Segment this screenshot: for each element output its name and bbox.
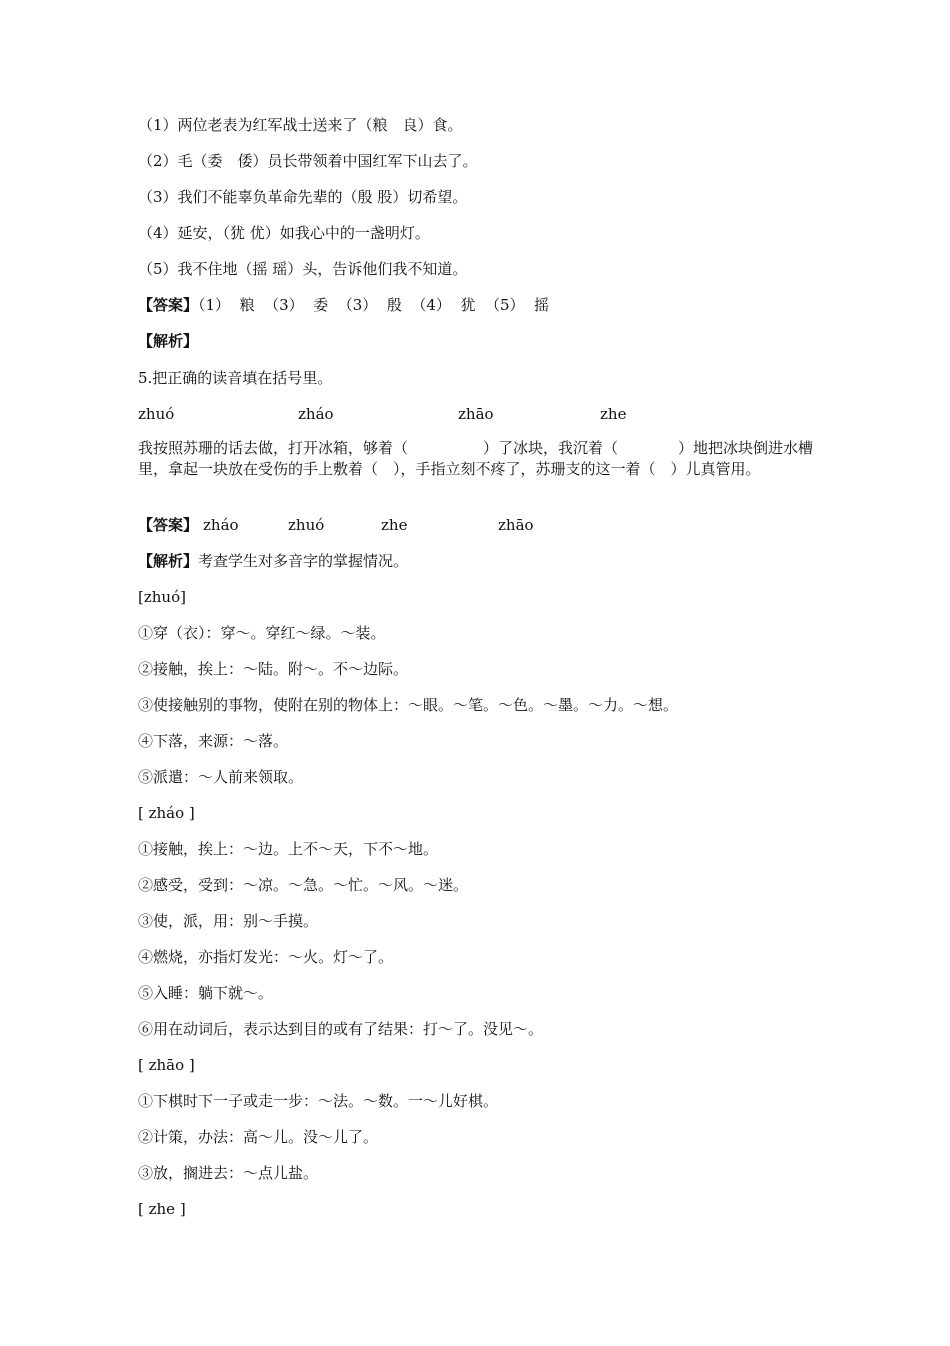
q5-passage: 我按照苏珊的话去做，打开冰箱，够着（ ）了冰块，我沉着（ ）地把冰块倒进水槽里，拿起一块放在受伤的手上敷着（ ），手指立刻不疼了，苏珊支的这一着（ ）儿真管用。 — [138, 439, 814, 478]
answer-value: zháo — [203, 516, 239, 534]
analysis-text: 考查学生对多音字的掌握情况。 — [198, 552, 409, 570]
q4-item-2: （2）毛（委 倭）员长带领着中国红军下山去了。 — [138, 152, 478, 170]
q4-item-3: （3）我们不能辜负革命先辈的（殷 股）切希望。 — [138, 188, 468, 206]
definition-item: ⑥用在动词后，表示达到目的或有了结果：打～了。没见～。 — [138, 1020, 544, 1038]
definition-item: ③使，派，用：别～手摸。 — [138, 912, 319, 930]
section-heading: [ zháo ] — [138, 804, 195, 822]
q4-answer — [138, 295, 549, 315]
definition-item: ②感受，受到：～凉。～急。～忙。～风。～迷。 — [138, 876, 469, 894]
definition-item: ①接触，挨上：～边。上不～天，下不～地。 — [138, 840, 439, 858]
q5-analysis — [138, 551, 408, 571]
analysis-label: 【解析】 — [138, 552, 199, 570]
section-heading: [zhuó] — [138, 588, 186, 606]
definition-item: ③放，搁进去：～点儿盐。 — [138, 1164, 319, 1182]
answer-value: zhāo — [498, 516, 534, 534]
answer-value: zhuó — [288, 516, 325, 534]
pinyin-option: zháo — [298, 405, 334, 423]
answer-label: 【答案】 — [138, 516, 199, 534]
answer-text: （1） 粮 （3） 委 （3） 殷 （4） 犹 （5） 摇 — [198, 296, 550, 314]
definition-item: ⑤派遣：～人前来领取。 — [138, 768, 304, 786]
pinyin-option: zhāo — [458, 405, 494, 423]
definition-item: ②计策，办法：高～儿。没～儿了。 — [138, 1128, 379, 1146]
definition-item: ②接触，挨上：～陆。附～。不～边际。 — [138, 660, 409, 678]
section-heading: [ zhāo ] — [138, 1056, 195, 1074]
definition-item: ①穿（衣）：穿～。穿红～绿。～装。 — [138, 624, 386, 642]
answer-value: zhe — [381, 516, 408, 534]
pinyin-option: zhe — [600, 405, 627, 423]
definition-item: ④下落，来源：～落。 — [138, 732, 289, 750]
answer-label: 【答案】 — [138, 296, 199, 314]
definition-item: ⑤入睡：躺下就～。 — [138, 984, 274, 1002]
q4-analysis-label: 【解析】 — [138, 332, 199, 350]
section-heading: [ zhe ] — [138, 1200, 186, 1218]
definition-item: ④燃烧，亦指灯发光：～火。灯～了。 — [138, 948, 394, 966]
definition-item: ①下棋时下一子或走一步：～法。～数。一～儿好棋。 — [138, 1092, 499, 1110]
q4-item-4: （4）延安，（犹 优）如我心中的一盏明灯。 — [138, 224, 430, 242]
pinyin-option: zhuó — [138, 405, 175, 423]
q4-item-1: （1）两位老表为红军战士送来了（粮 良）食。 — [138, 116, 463, 134]
definition-item: ③使接触别的事物，使附在别的物体上：～眼。～笔。～色。～墨。～力。～想。 — [138, 696, 679, 714]
q4-item-5: （5）我不住地（摇 瑶）头，告诉他们我不知道。 — [138, 260, 468, 278]
q5-title: 5.把正确的读音填在括号里。 — [138, 369, 333, 387]
